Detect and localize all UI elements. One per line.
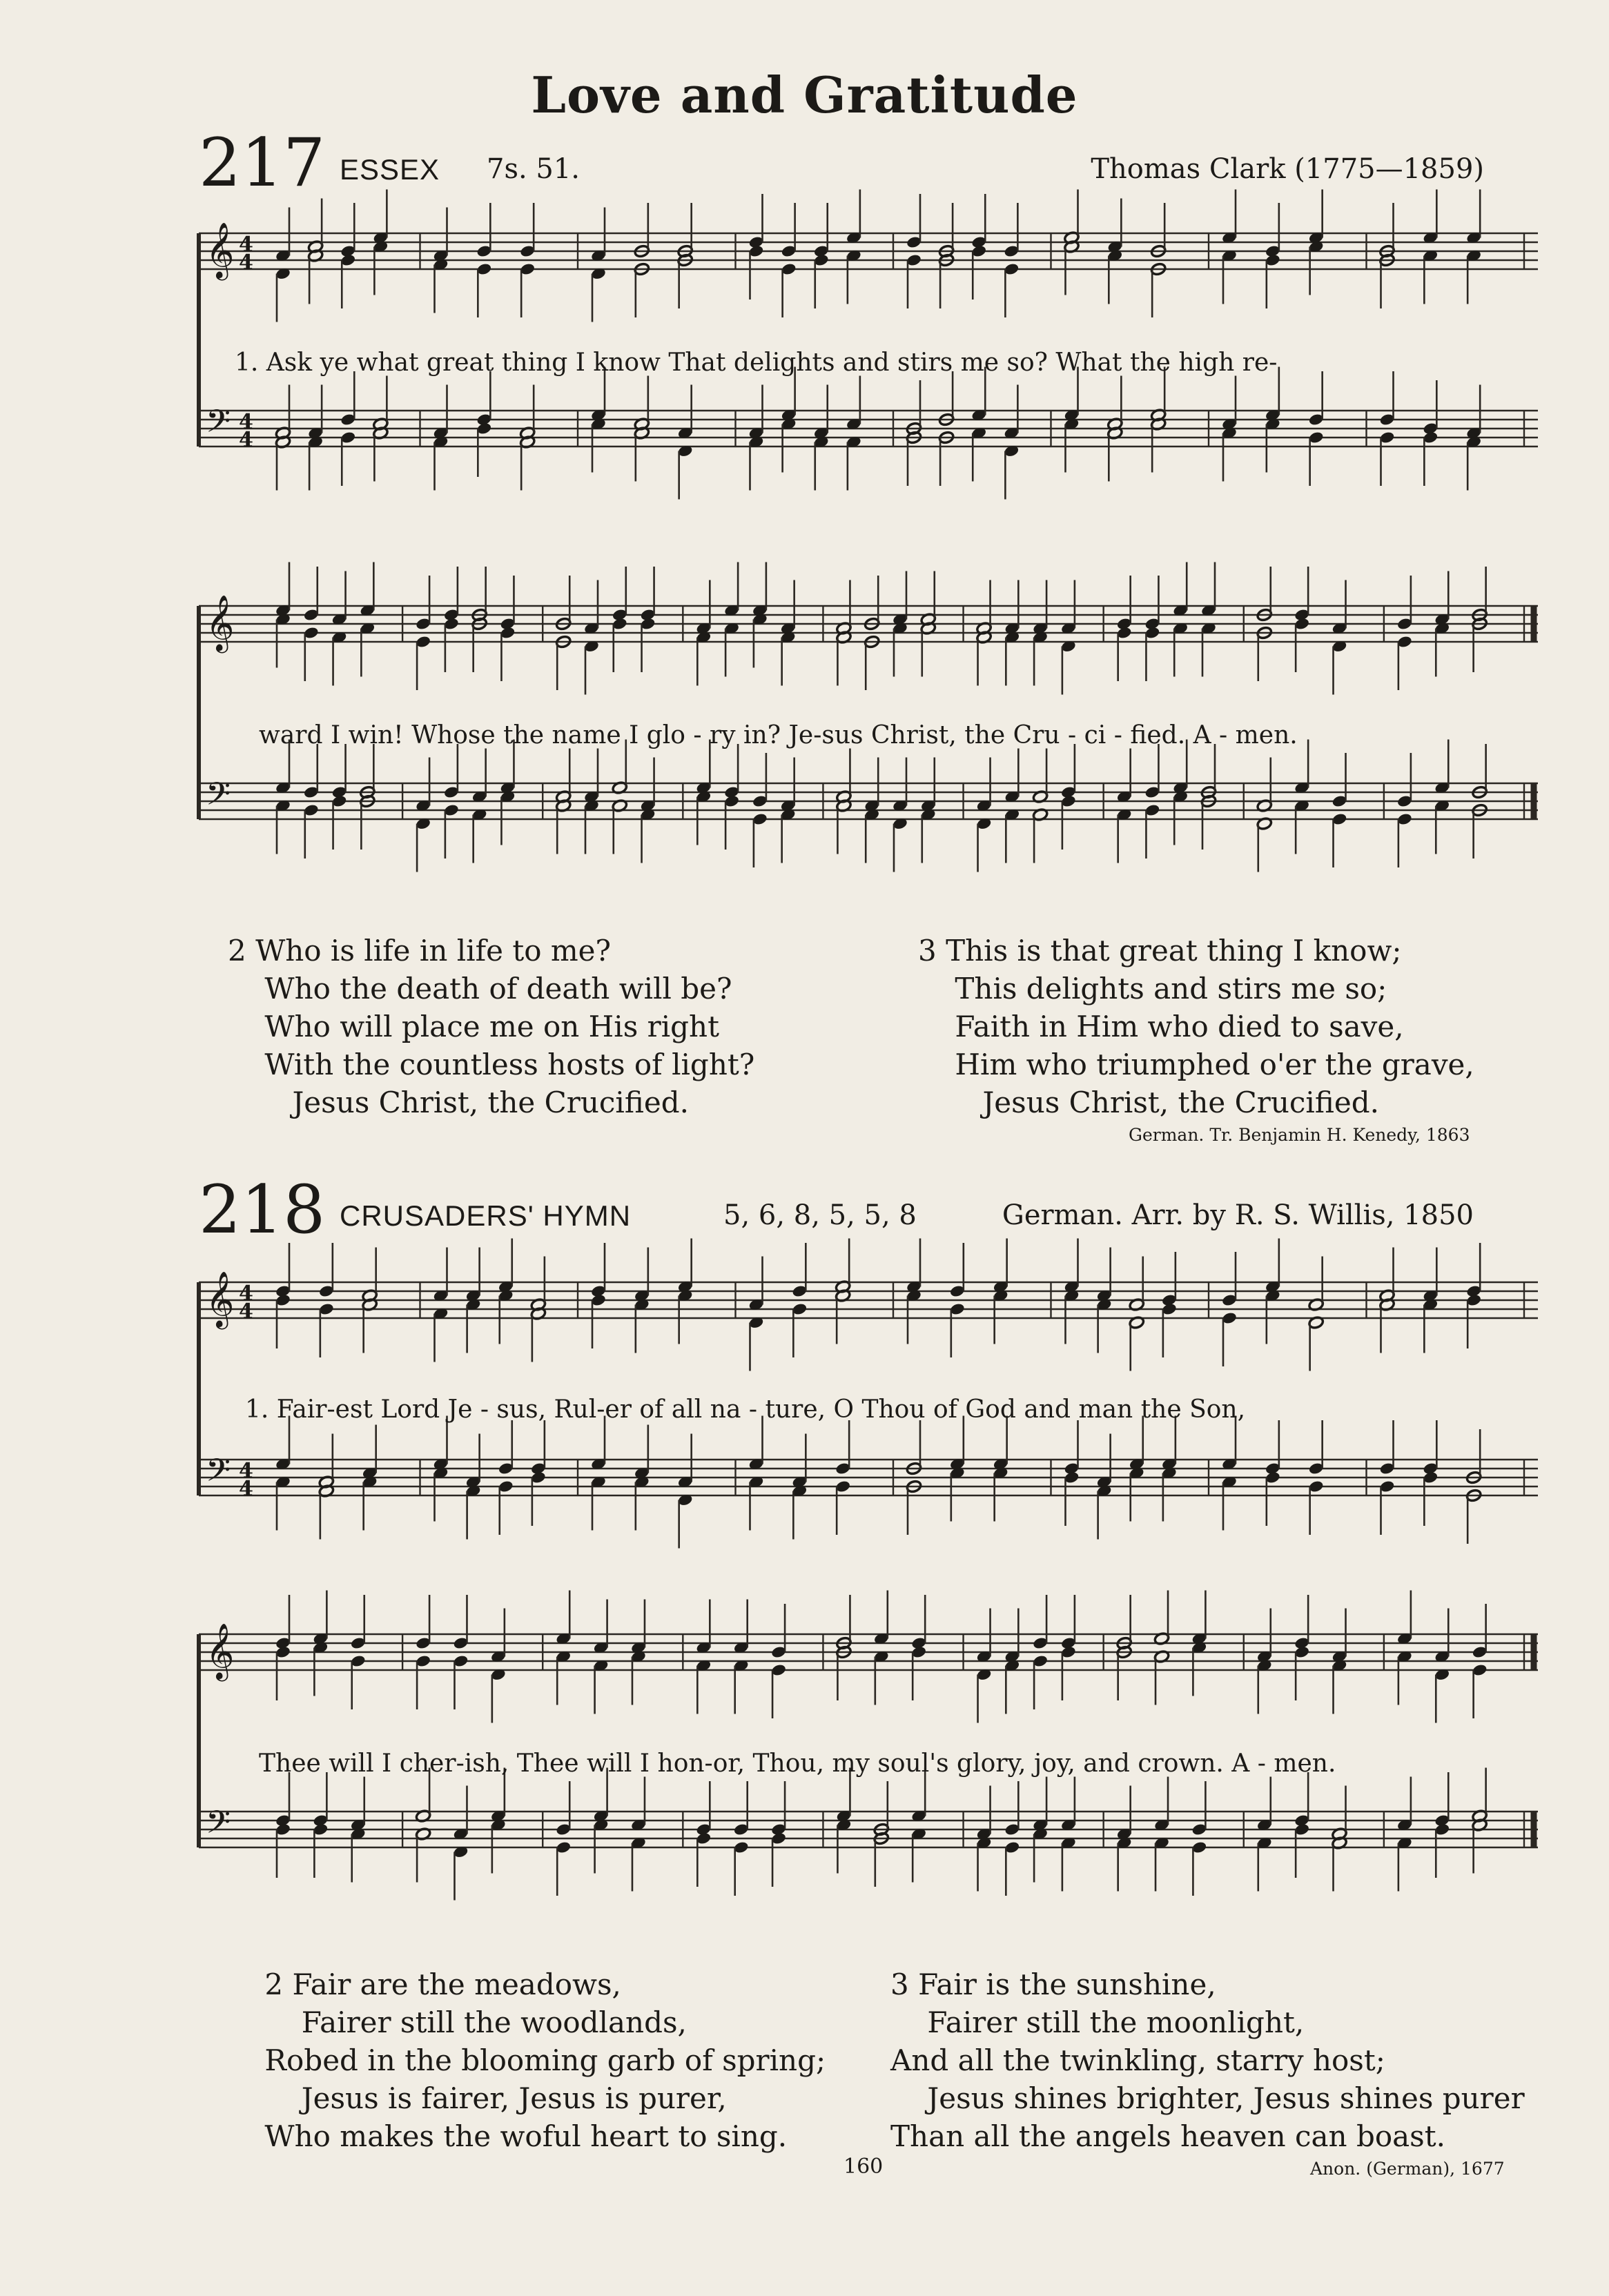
bass-clef-icon: 𝄢 (206, 403, 231, 448)
bass-clef-icon: 𝄢 (206, 1452, 231, 1497)
time-signature: 4 (239, 1282, 253, 1306)
hymn-217-verse-2: 2 Who is life in life to me? Who the death of death will be? Who will place me on His right With the countless hosts of light? Jesus Christ, the Crucified. (228, 934, 755, 1119)
hymn-217-credit: German. Tr. Benjamin H. Kenedy, 1863 (1129, 1125, 1470, 1145)
tune-name-217: ESSEX (340, 153, 440, 186)
notes (275, 190, 1482, 500)
hymn-number-217: 217 (199, 124, 326, 202)
time-signature: 4 (239, 428, 253, 452)
bass-staff (199, 411, 1538, 447)
hymn-number-218: 218 (199, 1171, 326, 1248)
page-number: 160 (843, 2155, 884, 2179)
time-signature: 4 (239, 410, 253, 434)
time-signature: 4 (239, 1477, 253, 1501)
treble-clef-icon: 𝄞 (206, 1270, 235, 1327)
treble-staff (199, 606, 1538, 642)
bass-clef-icon: 𝄢 (206, 1804, 231, 1849)
treble-clef-icon: 𝄞 (206, 222, 235, 278)
time-signature: 4 (239, 251, 253, 275)
treble-clef-icon: 𝄞 (206, 1622, 235, 1679)
lyrics-217-line-1: 1. Ask ye what great thing I know That delights and stirs me so? What the high re- (235, 349, 1278, 377)
tune-name-218: CRUSADERS' HYMN (340, 1199, 632, 1232)
treble-clef-icon: 𝄞 (206, 594, 235, 651)
hymn-218-verse-3: 3 Fair is the sunshine, Fairer still the moonlight, And all the twinkling, starry host; Jesus shines brighter, Jesus shines purer Than all the angels heaven can boast. (890, 1968, 1525, 2153)
lyrics-218-line-1: 1. Fair-est Lord Je - sus, Rul-er of all na - ture, O Thou of God and man the Son, (245, 1395, 1246, 1424)
composer-217: Thomas Clark (1775—1859) (1091, 153, 1484, 185)
notes (275, 1591, 1488, 1901)
treble-staff (199, 233, 1538, 269)
lyrics-218-line-2: Thee will I cher-ish, Thee will I hon-or, Thou, my soul's glory, joy, and crown. A - men. (259, 1749, 1336, 1778)
notes (275, 1239, 1482, 1549)
composer-218: German. Arr. by R. S. Willis, 1850 (1002, 1199, 1474, 1231)
treble-staff (199, 1282, 1538, 1318)
section-title: Love and Gratitude (531, 66, 1078, 124)
bass-staff (199, 1460, 1538, 1495)
meter-218: 5, 6, 8, 5, 5, 8 (723, 1199, 917, 1231)
lyrics-217-line-2: ward I win! Whose the name I glo - ry in? Je-sus Christ, the Cru - ci - fied. A - men. (259, 721, 1298, 749)
time-signature: 4 (239, 1299, 253, 1324)
notes (275, 562, 1488, 872)
hymn-217-verse-3: 3 This is that great thing I know; This delights and stirs me so; Faith in Him who died to save, Him who triumphed o'er the grave, Jesus Christ, the Crucified. (918, 934, 1474, 1119)
time-signature: 4 (239, 1459, 253, 1483)
meter-217: 7s. 51. (487, 153, 581, 185)
hymn-218-verse-2: 2 Fair are the meadows, Fairer still the woodlands, Robed in the blooming garb of spring; Jesus is fairer, Jesus is purer, Who makes the woful heart to sing. (264, 1968, 826, 2153)
hymn-218-credit: Anon. (German), 1677 (1310, 2159, 1505, 2179)
time-signature: 4 (239, 233, 253, 257)
bass-clef-icon: 𝄢 (206, 776, 231, 821)
